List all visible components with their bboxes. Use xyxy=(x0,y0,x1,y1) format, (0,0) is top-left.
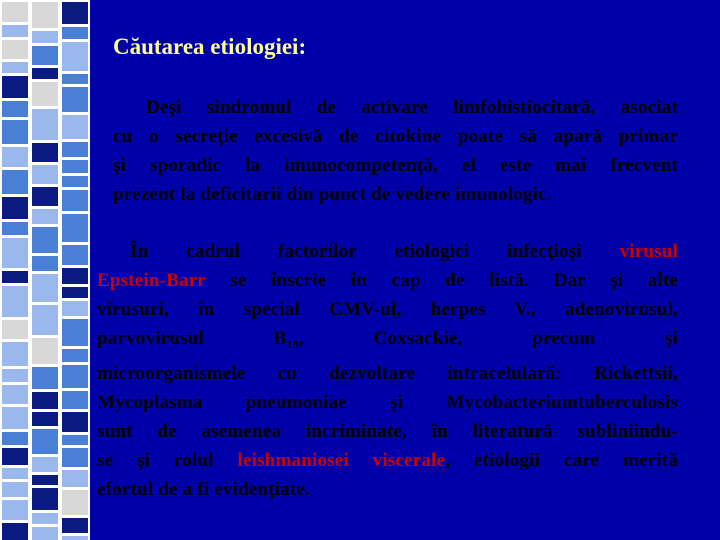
decorative-tile-strip xyxy=(0,0,90,540)
decorative-tile xyxy=(2,482,28,497)
paragraph-1-line: cu o secreţie excesivă de citokine poate să apară primar xyxy=(113,126,678,147)
decorative-tile xyxy=(2,2,28,22)
decorative-tile xyxy=(32,305,58,335)
decorative-tile xyxy=(2,448,28,465)
decorative-tile xyxy=(62,365,88,388)
paragraph-2-line: efortul de a fi evidenţiate. xyxy=(97,479,310,500)
decorative-tile xyxy=(2,222,28,235)
decorative-tile xyxy=(2,271,28,283)
decorative-tile xyxy=(2,468,28,479)
decorative-tile xyxy=(32,457,58,472)
decorative-tile xyxy=(32,475,58,485)
decorative-tile xyxy=(32,338,58,364)
paragraph-1 xyxy=(113,93,678,209)
decorative-tile xyxy=(62,2,88,24)
decorative-tile xyxy=(2,197,28,219)
decorative-tile xyxy=(2,320,28,339)
paragraph-2-line: sunt de asemenea incriminate, în literatură subliniindu- xyxy=(97,421,678,442)
paragraph-2-line: virusuri, în special CMV-ul, herpes V., adenovirusul, xyxy=(97,299,678,320)
decorative-tile xyxy=(62,391,88,409)
paragraph-2-line: Epstein-Barr se înscrie în cap de listă. Dar şi alte xyxy=(97,270,678,291)
paragraph-2-line: parvovirusul $B_{19}$, Coxsackie, precum şi xyxy=(97,328,678,351)
decorative-tile xyxy=(32,31,58,43)
paragraph-2 xyxy=(97,237,678,504)
decorative-tile xyxy=(2,25,28,37)
decorative-tile xyxy=(32,187,58,206)
paragraph-2-line: microorganismele cu dezvoltare intracelulară: Rickettsii, xyxy=(97,363,678,384)
decorative-tile xyxy=(62,190,88,211)
paragraph-1-line: prezent la deficitarii din punct de vedere imunologic. xyxy=(113,184,552,205)
paragraph-2-line: Mycoplasma pneumoniae şi Mycobacteriumtuberculosis xyxy=(97,392,678,413)
paragraph-1-line: şi sporadic la imunocompetenţă, el este mai frecvent xyxy=(113,155,678,176)
decorative-tile xyxy=(32,274,58,302)
decorative-tile xyxy=(2,40,28,59)
decorative-tile xyxy=(2,500,28,520)
decorative-tile xyxy=(32,412,58,426)
paragraph-2-line: se şi rolul leishmaniosei viscerale, etiologii care merită xyxy=(97,450,678,471)
decorative-tile xyxy=(32,209,58,224)
decorative-tile xyxy=(2,385,28,404)
highlight-epstein-barr: Epstein-Barr xyxy=(97,270,206,291)
decorative-tile xyxy=(32,513,58,524)
decorative-tile xyxy=(62,518,88,533)
decorative-tile xyxy=(2,120,28,144)
slide-title: Căutarea etiologiei: xyxy=(113,34,307,59)
decorative-tile xyxy=(2,170,28,194)
highlight-virus: virusul xyxy=(619,241,678,262)
decorative-tile xyxy=(32,165,58,184)
paragraph-1-line: Deşi sindromul de activare limfohistiocitară, asociat xyxy=(146,97,678,118)
decorative-tile xyxy=(62,214,88,242)
decorative-tile xyxy=(32,109,58,140)
decorative-tile xyxy=(2,342,28,366)
decorative-tile xyxy=(32,367,58,389)
decorative-tile xyxy=(32,82,58,106)
decorative-tile xyxy=(2,147,28,167)
decorative-tile xyxy=(2,407,28,429)
decorative-tile xyxy=(62,435,88,445)
decorative-tile xyxy=(62,268,88,284)
decorative-tile xyxy=(62,412,88,432)
decorative-tile xyxy=(2,62,28,73)
decorative-tile xyxy=(62,142,88,157)
decorative-tile xyxy=(32,2,58,28)
decorative-tile xyxy=(2,369,28,382)
decorative-tile xyxy=(62,536,88,540)
decorative-tile xyxy=(32,429,58,454)
decorative-tile xyxy=(32,68,58,79)
decorative-tile xyxy=(32,143,58,162)
decorative-tile xyxy=(62,42,88,71)
decorative-tile xyxy=(2,286,28,317)
decorative-tile xyxy=(62,319,88,346)
decorative-tile xyxy=(32,46,58,65)
decorative-tile xyxy=(62,349,88,362)
decorative-tile xyxy=(62,301,88,316)
decorative-tile xyxy=(2,238,28,268)
decorative-tile xyxy=(2,432,28,445)
decorative-tile xyxy=(62,176,88,187)
decorative-tile xyxy=(2,76,28,98)
decorative-tile xyxy=(62,27,88,39)
highlight-leishmaniosis: leishmaniosei viscerale xyxy=(237,450,446,471)
decorative-tile xyxy=(62,448,88,467)
decorative-tile xyxy=(62,490,88,515)
decorative-tile xyxy=(32,256,58,271)
decorative-tile xyxy=(32,527,58,540)
decorative-tile xyxy=(62,74,88,84)
decorative-tile xyxy=(32,227,58,253)
decorative-tile xyxy=(62,245,88,265)
decorative-tile xyxy=(62,87,88,112)
decorative-tile xyxy=(32,488,58,510)
paragraph-2-line: În cadrul factorilor etiologici infecţioşi virusul xyxy=(130,241,678,262)
decorative-tile xyxy=(62,160,88,173)
decorative-tile xyxy=(62,287,88,298)
decorative-tile xyxy=(32,392,58,409)
decorative-tile xyxy=(2,101,28,117)
decorative-tile xyxy=(62,470,88,487)
decorative-tile xyxy=(2,523,28,540)
decorative-tile xyxy=(62,115,88,139)
